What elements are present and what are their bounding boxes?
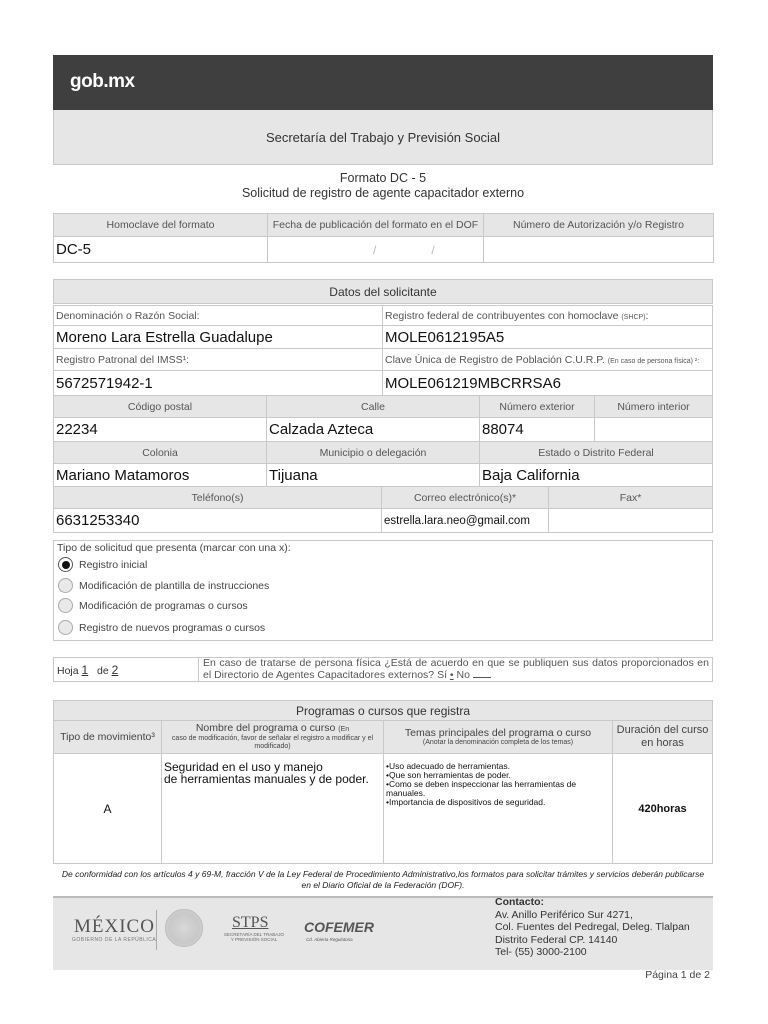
- col-temas: [384, 721, 613, 754]
- de-number[interactable]: 2: [111, 663, 119, 677]
- colonia-label: Colonia: [54, 442, 267, 464]
- email-label: Correo electrónico(s)*: [382, 487, 549, 509]
- row-nombre-line1: Seguridad en el uso y manejo: [164, 760, 323, 774]
- hoja-counter: [57, 663, 118, 677]
- logo-divider: [156, 910, 157, 950]
- solicitante-table-3: [53, 441, 713, 487]
- homoclave-value[interactable]: DC-5: [54, 237, 268, 263]
- solicitante-table-1: [53, 305, 713, 396]
- municipio-label: Municipio o delegación: [267, 442, 480, 464]
- col-nombre-note-b: caso de modificación, favor de señalar el registro a modificar y el modificado): [171, 735, 374, 750]
- row-temas[interactable]: [384, 754, 613, 864]
- fecha-pub-header: Fecha de publicación del formato en el DOF: [268, 214, 484, 237]
- header-bar: [53, 55, 713, 110]
- option-label: Modificación de plantilla de instrucciones: [79, 579, 270, 592]
- imss-value[interactable]: 5672571942-1: [54, 371, 383, 396]
- no-label: No: [456, 669, 470, 681]
- col-duracion: Duración del curso en horas: [613, 721, 713, 754]
- option-label: Modificación de programas o cursos: [79, 599, 248, 612]
- form-title-line1: Formato DC - 5: [339, 171, 427, 185]
- razon-social-label: Denominación o Razón Social:: [54, 306, 383, 326]
- page-number: Página 1 de 2: [645, 969, 710, 981]
- mexico-logo: MÉXICO: [74, 916, 155, 937]
- colonia-value[interactable]: Mariano Matamoros: [54, 464, 267, 487]
- col-nombre-label: Nombre del programa o curso: [195, 722, 336, 734]
- question-text: En caso de tratarse de persona física ¿Está de acuerdo en que se publiquen sus datos proporcionados en el Directorio de Agentes Capacitadores externos?: [203, 657, 709, 681]
- col-nombre-programa: [162, 721, 384, 754]
- rfc-label-cell: [383, 306, 713, 326]
- num-ext-value[interactable]: 88074: [480, 418, 595, 442]
- num-ext-label: Número exterior: [480, 396, 595, 418]
- row-nombre-line2: de herramientas manuales y de poder.: [164, 772, 369, 786]
- tema-item: •Que son herramientas de poder.: [386, 770, 511, 780]
- radio-selected-icon[interactable]: [58, 557, 73, 572]
- publicacion-question: [203, 657, 709, 681]
- rfc-label: Registro federal de contribuyentes con homoclave: [385, 309, 619, 322]
- calle-label: Calle: [267, 396, 480, 418]
- contact-block: [495, 896, 690, 959]
- solicitante-table-4: [53, 486, 713, 533]
- contact-line: Av. Anillo Periférico Sur 4271,: [495, 908, 633, 921]
- row-tipo[interactable]: A: [54, 754, 162, 864]
- rfc-colon: :: [645, 309, 649, 322]
- format-info-table: [53, 213, 714, 263]
- rfc-note: (SHCP): [621, 313, 646, 321]
- col-temas-label: Temas principales del programa o curso: [404, 726, 592, 739]
- option-label: Registro de nuevos programas o cursos: [79, 621, 266, 634]
- no-blank[interactable]: [473, 669, 491, 678]
- col-temas-note: (Anotar la denominación completa de los temas): [422, 738, 574, 746]
- option-modificacion-plantilla[interactable]: [58, 578, 269, 593]
- contact-line: Col. Fuentes del Pedregal, Deleg. Tlalpan: [495, 921, 690, 933]
- option-nuevos-programas[interactable]: [58, 620, 265, 635]
- razon-social-value[interactable]: Moreno Lara Estrella Guadalupe: [54, 326, 383, 349]
- row-duracion[interactable]: 420horas: [613, 754, 713, 864]
- tel-label: Teléfono(s): [54, 487, 382, 509]
- stps-logo: STPS: [232, 914, 269, 931]
- num-autorizacion-value[interactable]: [484, 237, 714, 263]
- fax-value[interactable]: [549, 509, 713, 533]
- si-mark[interactable]: •: [449, 669, 454, 681]
- num-int-label: Número interior: [595, 396, 713, 418]
- contact-line: Distrito Federal CP. 14140: [495, 933, 618, 946]
- curp-label: Clave Única de Registro de Población C.U.R.P.: [385, 353, 605, 366]
- form-title-line2: Solicitud de registro de agente capacitador externo: [241, 186, 525, 200]
- estado-label: Estado o Distrito Federal: [480, 442, 713, 464]
- national-seal-icon: [165, 909, 203, 947]
- contact-line: Tel- (55) 3000-2100: [495, 946, 587, 958]
- legal-text: De conformidad con los artículos 4 y 69-M, fracción V de la Ley Federal de Procedimiento Administrativo,los formatos para solicitar trámites y servicios deberán publicarse en el Diario Oficial de la Federación (DOF).: [61, 869, 705, 890]
- tel-value[interactable]: 6631253340: [54, 509, 382, 533]
- solicitante-table-2: [53, 395, 713, 442]
- date-sep-2: /: [431, 242, 435, 257]
- col-tipo-movimiento: Tipo de movimiento³: [54, 721, 162, 754]
- email-value[interactable]: estrella.lara.neo@gmail.com: [382, 509, 549, 533]
- contact-title: Contacto:: [495, 896, 544, 908]
- rfc-value[interactable]: MOLE0612195A5: [383, 326, 713, 349]
- estado-value[interactable]: Baja California: [480, 464, 713, 487]
- fecha-pub-value[interactable]: [268, 237, 484, 263]
- option-label: Registro inicial: [79, 558, 148, 571]
- mexico-logo-sub: GOBIERNO DE LA REPÚBLICA: [72, 937, 157, 943]
- curp-note: (En caso de persona física) ²:: [607, 357, 700, 365]
- cp-label: Código postal: [54, 396, 267, 418]
- de-label: de: [96, 665, 109, 677]
- cp-value[interactable]: 22234: [54, 418, 267, 442]
- cofemer-logo-sub: Cd. Abierta Regulatoria: [306, 937, 353, 942]
- tema-item: •Como se deben inspeccionar las herramientas de manuales.: [386, 779, 577, 798]
- radio-icon[interactable]: [58, 578, 73, 593]
- tema-item: •Uso adecuado de herramientas.: [386, 761, 510, 771]
- programas-title: Programas o cursos que registra: [54, 701, 713, 721]
- calle-value[interactable]: Calzada Azteca: [267, 418, 480, 442]
- hoja-divider: [198, 657, 199, 682]
- col-nombre-note-a: (En: [338, 726, 350, 733]
- radio-icon[interactable]: [58, 620, 73, 635]
- solicitante-title-table: [53, 279, 713, 304]
- num-autorizacion-header: Número de Autorización y/o Registro: [484, 214, 714, 237]
- curp-label-cell: [383, 349, 713, 371]
- fax-label: Fax*: [549, 487, 713, 509]
- cofemer-logo: COFEMER: [304, 919, 374, 935]
- num-int-value[interactable]: [595, 418, 713, 442]
- si-label: Sí: [437, 669, 447, 681]
- programas-table: [53, 700, 713, 864]
- municipio-value[interactable]: Tijuana: [267, 464, 480, 487]
- hoja-label: Hoja: [57, 665, 79, 677]
- hoja-number[interactable]: 1: [81, 663, 89, 677]
- tipo-solicitud-title: Tipo de solicitud que presenta (marcar con una x):: [57, 542, 291, 554]
- stps-logo-sub: SECRETARÍA DEL TRABAJO Y PREVISIÓN SOCIAL: [224, 932, 284, 942]
- form-title: [53, 171, 713, 201]
- secretaria-title: Secretaría del Trabajo y Previsión Social: [53, 110, 713, 165]
- homoclave-header: Homoclave del formato: [54, 214, 268, 237]
- table-row: [54, 754, 713, 864]
- row-nombre[interactable]: [162, 754, 384, 864]
- curp-value[interactable]: MOLE061219MBCRRSA6: [383, 371, 713, 396]
- radio-icon[interactable]: [58, 598, 73, 613]
- option-registro-inicial[interactable]: [58, 557, 147, 572]
- gobmx-logo[interactable]: gob.mx: [70, 71, 135, 92]
- imss-label: Registro Patronal del IMSS¹:: [54, 349, 383, 371]
- date-sep-1: /: [372, 242, 377, 257]
- option-modificacion-programas[interactable]: [58, 598, 248, 613]
- solicitante-title: Datos del solicitante: [54, 280, 713, 304]
- tema-item: •Importancia de dispositivos de seguridad.: [386, 797, 546, 807]
